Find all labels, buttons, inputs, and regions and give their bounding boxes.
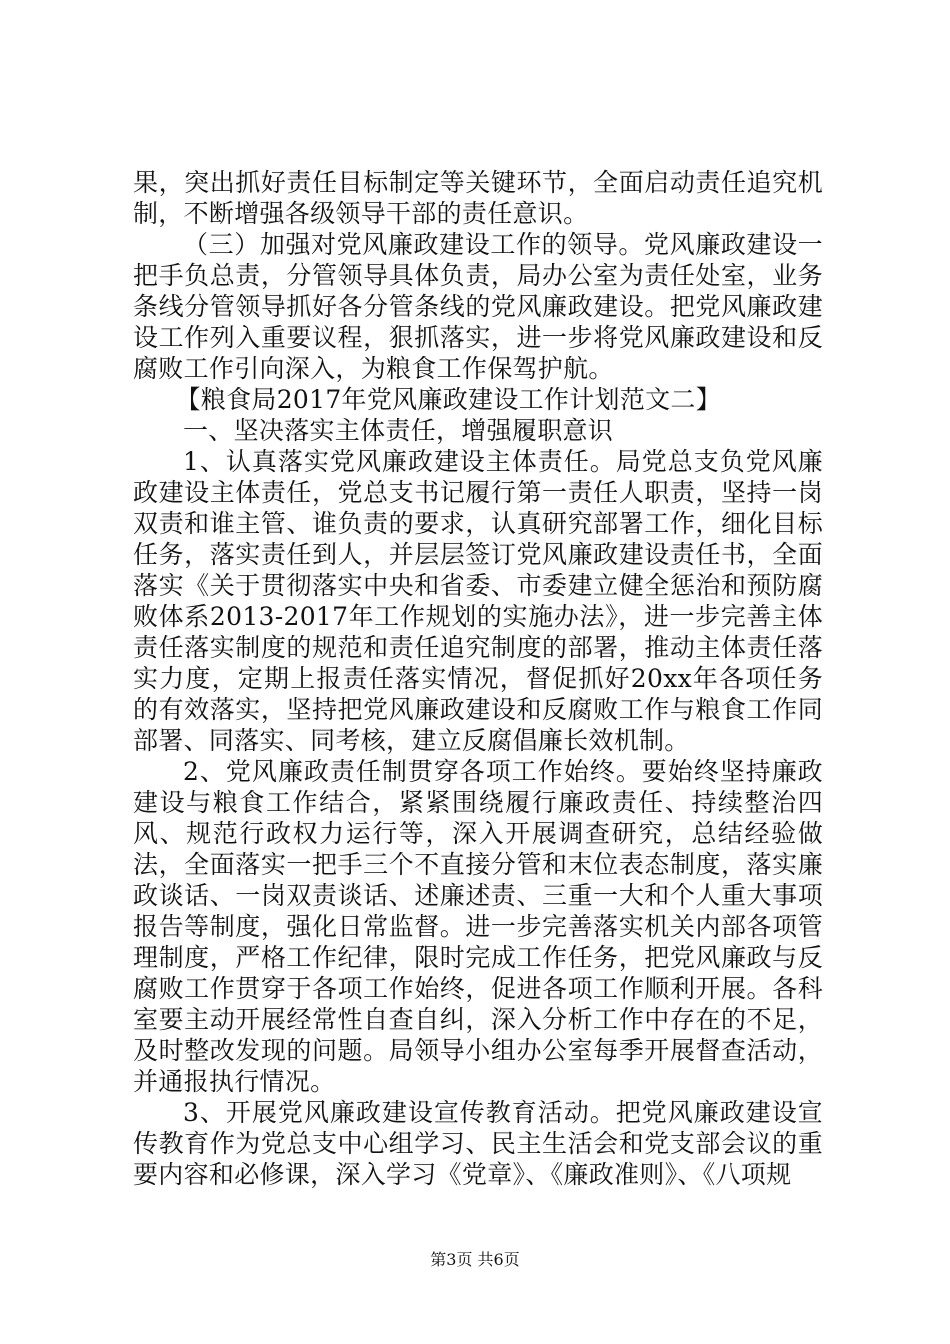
paragraph-item-one: 1、认真落实党风廉政建设主体责任。局党总支负党风廉政建设主体责任，党总支书记履行第一责任人职责，坚持一岗双责和谁主管、谁负责的要求，认真研究部署工作，细化目标任务，落实责任到人，并层层签订党风廉政建设责任书，全面落实《关于贯彻落实中央和省委、市委建立健全惩治和预防腐败体系2013-2017年工作规划的实施办法》，进一步完善主体责任落实制度的规范和责任追究制度的部署，推动主体责任落实力度，定期上报责任落实情况，督促抓好20xx年各项任务的有效落实，坚持把党风廉政建设和反腐败工作与粮食工作同部署、同落实、同考核，建立反腐倡廉长效机制。 [133,447,823,755]
paragraph-continuation: 果，突出抓好责任目标制定等关键环节，全面启动责任追究机制，不断增强各级领导干部的责任意识。 [133,168,823,228]
page-footer: 第3页 共6页 [430,1250,520,1269]
paragraph-section-three: （三）加强对党风廉政建设工作的领导。党风廉政建设一把手负总责，分管领导具体负责，局办公室为责任处室，业务条线分管领导抓好各分管条线的党风廉政建设。把党风廉政建设工作列入重要议程，狠抓落实，进一步将党风廉政建设和反腐败工作引向深入，为粮食工作保驾护航。 [133,230,823,383]
heading-one: 一、坚决落实主体责任，增强履职意识 [183,416,614,445]
document-body [133,167,823,1190]
section-title: 【粮食局2017年党风廉政建设工作计划范文二】 [175,385,722,414]
paragraph-item-three: 3、开展党风廉政建设宣传教育活动。把党风廉政建设宣传教育作为党总支中心组学习、民主生活会和党支部会议的重要内容和必修课，深入学习《党章》、《廉政准则》、《八项规 [133,1098,823,1189]
paragraph-item-two: 2、党风廉政责任制贯穿各项工作始终。要始终坚持廉政建设与粮食工作结合，紧紧围绕履行廉政责任、持续整治四风、规范行政权力运行等，深入开展调查研究，总结经验做法，全面落实一把手三个不直接分管和末位表态制度，落实廉政谈话、一岗双责谈话、述廉述责、三重一大和个人重大事项报告等制度，强化日常监督。进一步完善落实机关内部各项管理制度，严格工作纪律，限时完成工作任务，把党风廉政与反腐败工作贯穿于各项工作始终，促进各项工作顺利开展。各科室要主动开展经常性自查自纠，深入分析工作中存在的不足，及时整改发现的问题。局领导小组办公室每季开展督查活动，并通报执行情况。 [133,757,823,1096]
